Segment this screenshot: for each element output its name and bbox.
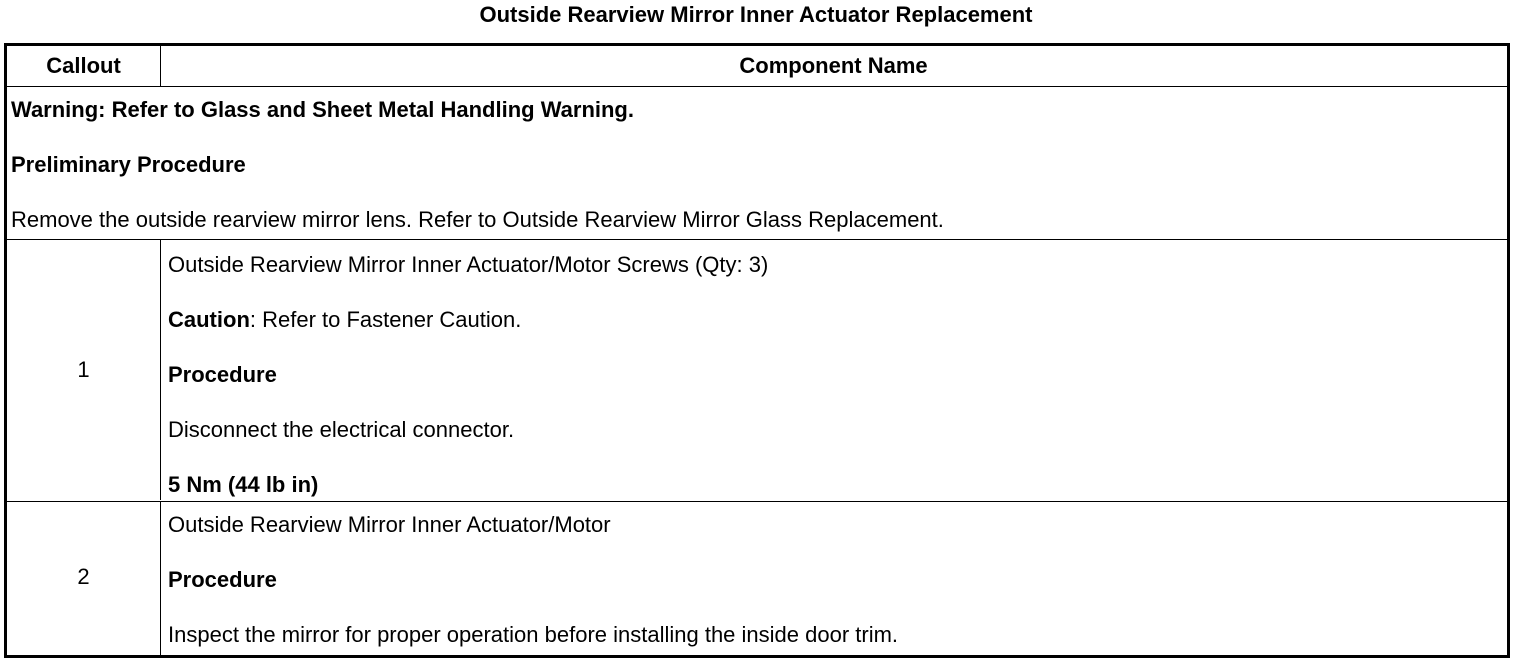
row1-divider xyxy=(160,240,161,500)
component-name-header: Component Name xyxy=(739,53,928,78)
table-row xyxy=(7,502,1507,655)
warning-text: Warning: Refer to Glass and Sheet Metal Handling Warning. xyxy=(11,97,634,122)
callout-number: 2 xyxy=(77,564,90,589)
preliminary-heading: Preliminary Procedure xyxy=(11,152,246,177)
caution-label: Caution xyxy=(168,307,250,332)
table-row xyxy=(7,240,1507,500)
preliminary-block xyxy=(7,87,1507,239)
procedure-text: Disconnect the electrical connector. xyxy=(168,417,515,442)
page-title: Outside Rearview Mirror Inner Actuator Replacement xyxy=(479,2,1033,27)
procedure-heading: Procedure xyxy=(168,567,277,592)
procedure-table xyxy=(4,43,1510,658)
header-divider xyxy=(160,46,161,86)
procedure-text: Inspect the mirror for proper operation before installing the inside door trim. xyxy=(168,622,899,647)
callout-header: Callout xyxy=(46,53,121,78)
callout-number: 1 xyxy=(77,357,90,382)
caution-text: : Refer to Fastener Caution. xyxy=(249,307,522,332)
table-header-row xyxy=(7,46,1507,86)
torque-spec: 5 Nm (44 lb in) xyxy=(168,472,319,497)
preliminary-text: Remove the outside rearview mirror lens. Refer to Outside Rearview Mirror Glass Replacement. xyxy=(11,207,944,232)
row2-divider xyxy=(160,502,161,655)
component-name: Outside Rearview Mirror Inner Actuator/Motor Screws (Qty: 3) xyxy=(168,252,769,277)
component-name: Outside Rearview Mirror Inner Actuator/Motor xyxy=(168,512,611,537)
procedure-heading: Procedure xyxy=(168,362,277,387)
component-cell xyxy=(160,240,1507,500)
caution-line xyxy=(168,307,521,333)
component-cell xyxy=(160,502,1507,652)
